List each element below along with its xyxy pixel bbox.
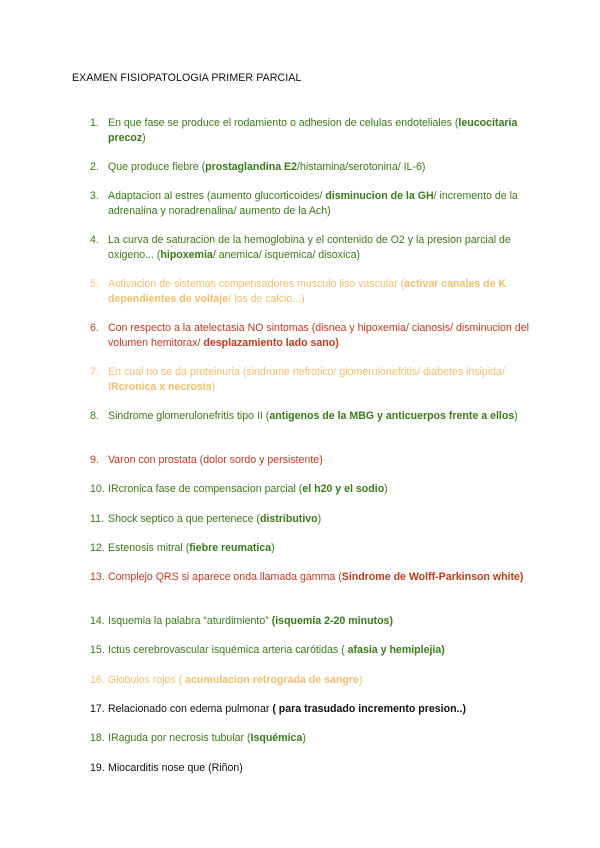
item-number: 10. xyxy=(90,483,105,495)
item-text-pre: Adaptacion al estres (aumento glucorticoides/ xyxy=(108,190,326,202)
item-number: 9. xyxy=(90,454,99,466)
item-text-pre: Shock septico a que pertenece ( xyxy=(108,513,260,525)
item-number: 3. xyxy=(90,190,99,202)
item-text xyxy=(108,512,530,527)
item-text xyxy=(108,614,530,629)
list-item xyxy=(90,614,530,629)
item-answer: fiebre reumatica xyxy=(189,542,272,554)
item-text-post: / incremento de la adrenalina y noradrenalina/ aumento de la Ach) xyxy=(108,190,518,217)
item-answer: Isquémica xyxy=(250,732,303,744)
item-text-post: ) xyxy=(317,513,322,525)
item-number: 2. xyxy=(90,161,99,173)
item-text-post: / anemica/ isquemica/ disoxica) xyxy=(212,249,361,261)
item-text xyxy=(108,189,530,219)
item-text-pre: Sindrome glomerulonefritis tipo II ( xyxy=(108,410,270,422)
item-number: 5. xyxy=(90,278,99,290)
list-item xyxy=(90,643,530,658)
item-text-pre: Ictus cerebrovascular isquémica arteria carótidas ( xyxy=(108,644,348,656)
item-text-post: /histamina/serotonina/ IL-6) xyxy=(297,161,426,173)
item-text-pre: Varon con prostata (dolor sordo y persistente) xyxy=(108,454,323,466)
item-text xyxy=(108,570,530,585)
list-item xyxy=(90,482,530,497)
item-answer: desplazamiento lado sano) xyxy=(203,337,339,349)
item-text-pre: IRcronica fase de compensacion parcial ( xyxy=(108,483,303,495)
list-item xyxy=(90,761,530,776)
list-item xyxy=(90,233,530,263)
item-text-pre: Isquemia la palabra “aturdimiento” xyxy=(108,615,272,627)
item-text-post: ) xyxy=(211,381,216,393)
list-item xyxy=(90,189,530,219)
item-text xyxy=(108,761,530,776)
item-answer: antigenos de la MBG y anticuerpos frente a ellos xyxy=(269,410,515,422)
list-item xyxy=(90,409,530,424)
list-item xyxy=(90,453,530,468)
list-item xyxy=(90,321,530,351)
item-text-pre: Activacion de sistemas compensadores musculo liso vascular ( xyxy=(108,278,405,290)
item-text xyxy=(108,116,530,146)
item-answer: IRcronica x necrosis xyxy=(108,381,212,393)
item-text xyxy=(108,160,530,175)
item-answer: hipoxemia xyxy=(160,249,213,261)
item-number: 17. xyxy=(90,703,105,715)
item-text-pre: Globulos rojos ( xyxy=(108,674,186,686)
item-text xyxy=(108,321,530,351)
list-item xyxy=(90,570,530,585)
item-number: 14. xyxy=(90,615,105,627)
item-text xyxy=(108,277,530,307)
item-text xyxy=(108,673,530,688)
list-item xyxy=(90,365,530,395)
item-number: 18. xyxy=(90,732,105,744)
item-text-pre: Estenosis mitral ( xyxy=(108,542,190,554)
item-number: 8. xyxy=(90,410,99,422)
item-text-post: ) xyxy=(514,410,518,422)
item-text xyxy=(108,702,530,717)
item-text-pre: Miocarditis nose que (Riñon) xyxy=(108,762,243,774)
item-text-pre: Relacionado con edema pulmonar xyxy=(108,703,273,715)
item-number: 4. xyxy=(90,234,99,246)
item-number: 1. xyxy=(90,117,99,129)
item-text xyxy=(108,643,530,658)
item-number: 16. xyxy=(90,674,105,686)
item-text xyxy=(108,541,530,556)
item-text-pre: En que fase se produce el rodamiento o adhesion de celulas endoteliales ( xyxy=(108,117,459,129)
item-text xyxy=(108,482,530,497)
item-text xyxy=(108,731,530,746)
item-text-post: ) xyxy=(271,542,275,554)
item-number: 19. xyxy=(90,762,105,774)
item-text xyxy=(108,409,530,424)
item-answer: activar canales de K dependientes de voltaje xyxy=(108,278,507,305)
item-answer: el h20 y el sodio xyxy=(302,483,385,495)
item-number: 12. xyxy=(90,542,105,554)
page-title: EXAMEN FISIOPATOLOGIA PRIMER PARCIAL xyxy=(72,72,302,84)
list-item xyxy=(90,702,530,717)
item-text xyxy=(108,233,530,263)
item-text-pre: Complejo QRS si aparece onda llamada gamma ( xyxy=(108,571,342,583)
item-text-post: / los de calcio...) xyxy=(228,293,305,305)
item-answer: (isquemia 2-20 minutos) xyxy=(271,615,393,627)
list-item xyxy=(90,541,530,556)
item-number: 6. xyxy=(90,322,99,334)
list-item xyxy=(90,512,530,527)
item-text-post: ) xyxy=(142,132,146,144)
item-answer: Sindrome de Wolff-Parkinson white) xyxy=(341,571,524,583)
item-number: 13. xyxy=(90,571,105,583)
item-text-post: ) xyxy=(384,483,388,495)
item-text xyxy=(108,453,530,468)
item-text-post: ) xyxy=(358,674,363,686)
item-text-pre: La curva de saturacion de la hemoglobina y el contenido de O2 y la presion parcial de oxigeno... ( xyxy=(108,234,511,261)
item-text-pre: IRaguda por necrosis tubular ( xyxy=(108,732,251,744)
item-number: 11. xyxy=(90,513,104,525)
list-item xyxy=(90,673,530,688)
item-number: 7. xyxy=(90,366,99,378)
item-number: 15. xyxy=(90,644,105,656)
item-text xyxy=(108,365,530,395)
item-text-post: ) xyxy=(302,732,306,744)
list-item xyxy=(90,116,530,146)
item-answer: leucocitaria precoz xyxy=(108,117,518,144)
list-item xyxy=(90,731,530,746)
item-answer: acumulacion retrograda de sangre xyxy=(185,674,359,686)
list-item xyxy=(90,160,530,175)
item-answer: prostaglandina E2 xyxy=(205,161,298,173)
item-text-pre: En cual no se da proteinuria (sindrome nefrotico/ glomerulonefritis/ diabetes insipida/ xyxy=(108,366,505,378)
item-text-pre: Que produce fiebre ( xyxy=(108,161,206,173)
item-text-pre: Con respecto a la atelectasia NO sintomas (disnea y hipoxemia/ cianosis/ disminucion del volumen hemitorax/ xyxy=(108,322,530,349)
item-answer: distributivo xyxy=(259,513,318,525)
item-answer: ( para trasudado incremento presion..) xyxy=(272,703,466,715)
list-item xyxy=(90,277,530,307)
item-answer: afasia y hemiplejia) xyxy=(347,644,445,656)
item-answer: disminucion de la GH xyxy=(325,190,434,202)
